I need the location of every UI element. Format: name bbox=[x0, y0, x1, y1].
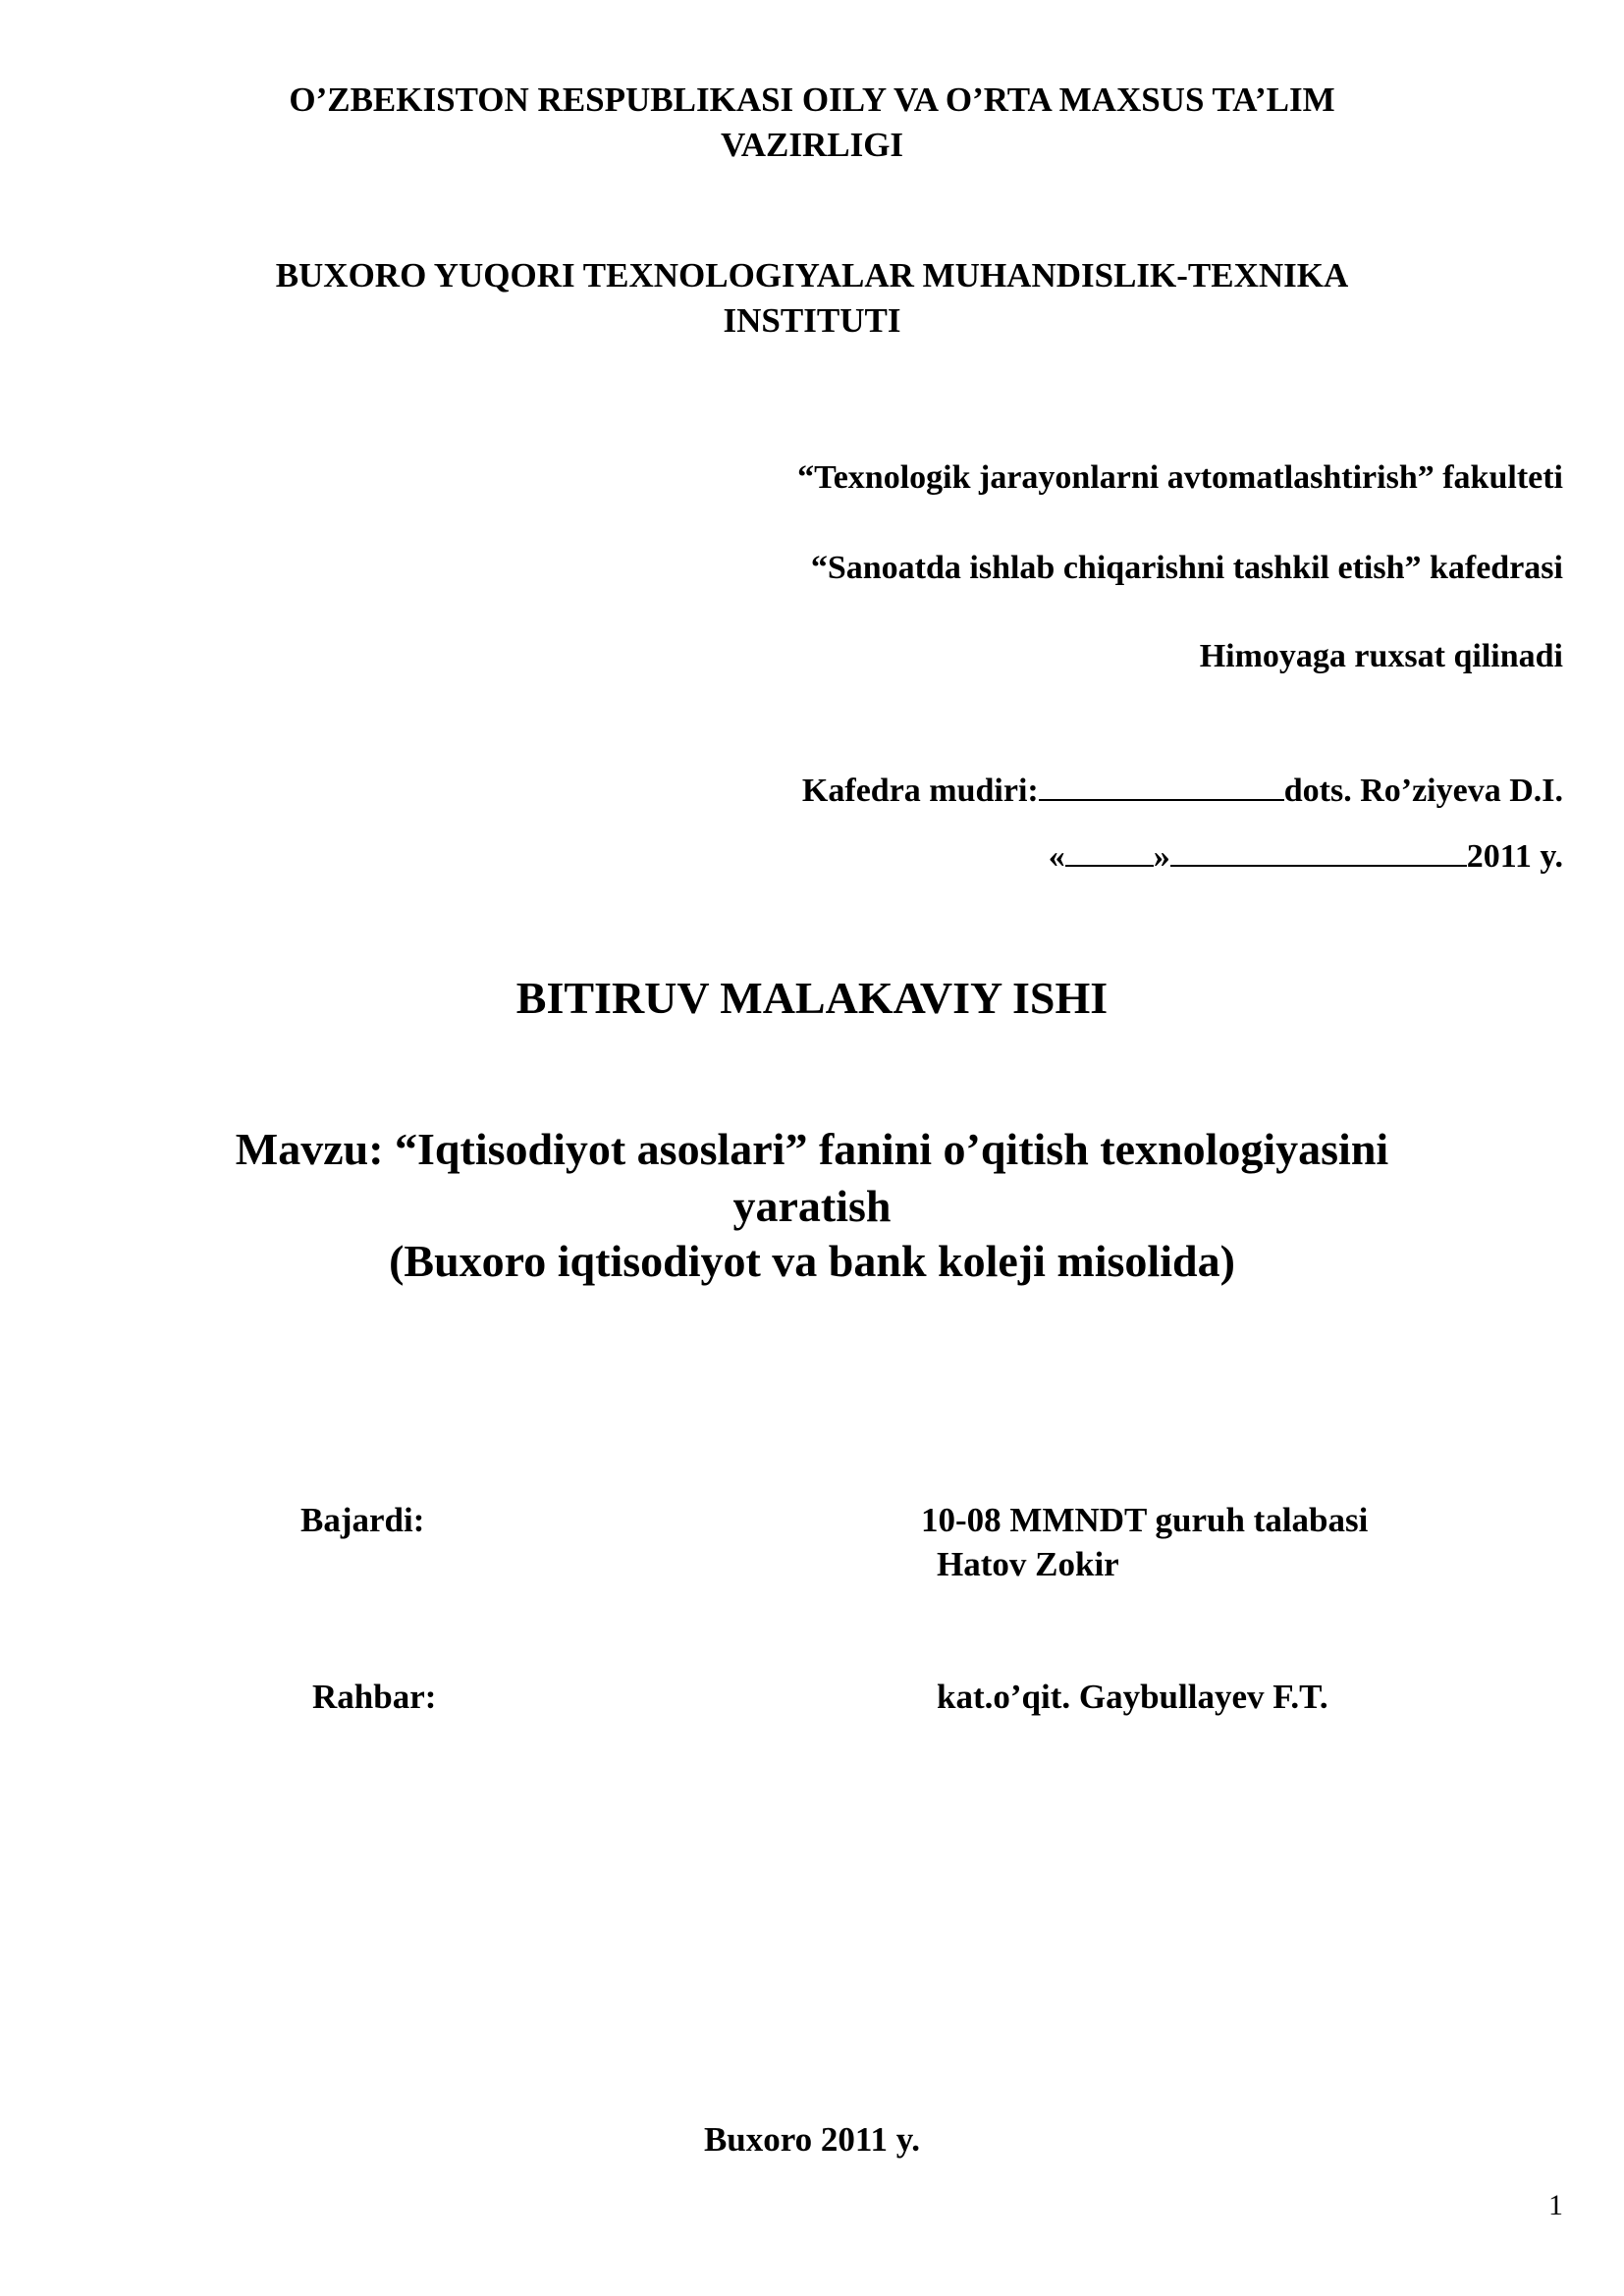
document-subtitle: (Buxoro iqtisodiyot va bank koleji misolida) bbox=[389, 1236, 1235, 1286]
title-line-2: yaratish bbox=[732, 1181, 892, 1231]
document-title bbox=[0, 1121, 1624, 1235]
supervisor-label: Rahbar: bbox=[312, 1678, 437, 1716]
department-line: “Sanoatda ishlab chiqarishni tashkil etish” kafedrasi bbox=[810, 550, 1563, 586]
faculty-line: “Texnologik jarayonlarni avtomatlashtirish” fakulteti bbox=[797, 459, 1563, 496]
institute-line-2: INSTITUTI bbox=[723, 301, 901, 340]
performer-name: Hatov Zokir bbox=[937, 1545, 1119, 1583]
department-head-signature bbox=[0, 770, 1624, 810]
approval-date bbox=[0, 835, 1624, 876]
page-number: 1 bbox=[1548, 2189, 1563, 2221]
ministry-line-1: O’ZBEKISTON RESPUBLIKASI OILY VA O’RTA MAXSUS TA’LIM bbox=[289, 80, 1335, 119]
performer-group: 10-08 MMNDT guruh talabasi bbox=[921, 1501, 1369, 1539]
signature-blank bbox=[1039, 770, 1284, 801]
title-line-1: Mavzu: “Iqtisodiyot asoslari” fanini o’qitish texnologiyasini bbox=[235, 1124, 1389, 1174]
date-open-quote: « bbox=[1048, 838, 1065, 875]
city-year: Buxoro 2011 y. bbox=[703, 2120, 921, 2159]
ministry-line-2: VAZIRLIGI bbox=[720, 126, 904, 164]
institute-header bbox=[0, 253, 1624, 344]
day-blank bbox=[1065, 835, 1154, 867]
month-blank bbox=[1170, 835, 1467, 867]
department-head-label: Kafedra mudiri: bbox=[801, 773, 1039, 809]
defense-permission: Himoyaga ruxsat qilinadi bbox=[1199, 638, 1563, 674]
date-close-quote: » bbox=[1153, 838, 1170, 875]
supervisor-name: kat.o’qit. Gaybullayev F.T. bbox=[937, 1678, 1328, 1716]
document-type: BITIRUV MALAKAVIY ISHI bbox=[515, 973, 1109, 1023]
department-head-name: dots. Ro’ziyeva D.I. bbox=[1283, 773, 1563, 809]
ministry-header bbox=[0, 78, 1624, 168]
performer-label: Bajardi: bbox=[300, 1501, 425, 1539]
institute-line-1: BUXORO YUQORI TEXNOLOGIYALAR MUHANDISLIK-TEXNIKA bbox=[275, 256, 1349, 294]
date-year: 2011 y. bbox=[1466, 838, 1563, 875]
